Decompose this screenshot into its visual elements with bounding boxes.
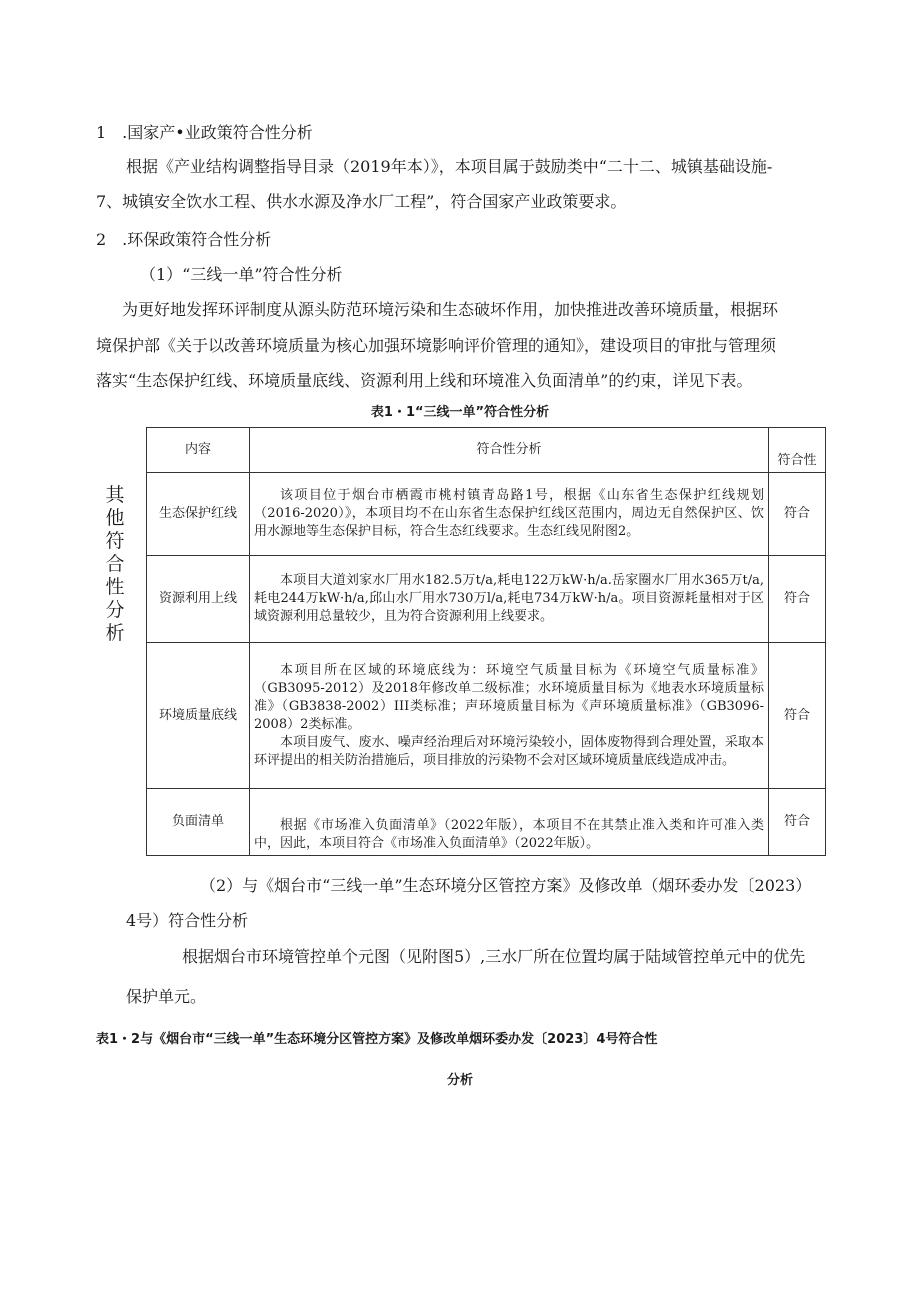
side-label: 其他符合性分析 bbox=[105, 484, 125, 644]
table-2-caption-line-1: 表1・2与《烟台市“三线一单”生态环境分区管控方案》及修改单烟环委办发〔2023〕4号符合性 bbox=[96, 1032, 658, 1047]
row-result: 符合 bbox=[769, 473, 826, 556]
row-item: 环境质量底线 bbox=[147, 643, 250, 789]
analysis-paragraph: 本项目废气、废水、噪声经治理后对环境污染较小，固体废物得到合理处置，采取本环评提出的相关防治措施后，项目排放的污染物不会对区域环境质量底线造成冲击。 bbox=[254, 734, 764, 768]
row-item: 生态保护红线 bbox=[147, 473, 250, 556]
paragraph-2-line-2: 保护单元。 bbox=[126, 987, 207, 1006]
subsection-2-line-2: 4号）符合性分析 bbox=[126, 911, 249, 930]
row-item: 资源利用上线 bbox=[147, 556, 250, 643]
intro-text-line-3: 落实“生态保护红线、环境质量底线、资源利用上线和环境准入负面清单”的约束，详见下表。 bbox=[96, 371, 753, 390]
section-2-heading: 2 .环保政策符合性分析 bbox=[96, 230, 272, 249]
table-2-caption-line-2: 分析 bbox=[446, 1073, 473, 1088]
table-1-caption: 表1・1“三线一单”符合性分析 bbox=[370, 405, 550, 420]
header-analysis: 符合性分析 bbox=[250, 428, 769, 473]
table-row bbox=[147, 643, 826, 789]
row-analysis bbox=[250, 643, 769, 789]
table-row bbox=[147, 556, 826, 643]
subsection-2-line-1: （2）与《烟台市“三线一单”生态环境分区管控方案》及修改单（烟环委办发〔2023） bbox=[200, 876, 812, 895]
paragraph-2-line-1: 根据烟台市环境管控单个元图（见附图5）,三水厂所在位置均属于陆域管控单元中的优先 bbox=[182, 947, 806, 966]
analysis-paragraph: 本项目所在区域的环境底线为：环境空气质量目标为《环境空气质量标准》（GB3095-2012）及2018年修改单二级标准；水环境质量目标为《地表水环境质量标准》（GB3838-2002）III类标准；声环境质量目标为《声环境质量标准》（GB3096-2008）2类标准。 bbox=[254, 662, 764, 732]
row-result: 符合 bbox=[769, 789, 826, 856]
intro-text-line-2: 境保护部《关于以改善环境质量为核心加强环境影响评价管理的通知》，建设项目的审批与管理须 bbox=[96, 336, 777, 355]
table-header-row bbox=[147, 428, 826, 473]
row-result: 符合 bbox=[769, 556, 826, 643]
subsection-1-heading: （1）“三线一单”符合性分析 bbox=[140, 265, 343, 284]
table-row bbox=[147, 789, 826, 856]
section-1-heading: 1 .国家产•业政策符合性分析 bbox=[96, 123, 313, 142]
analysis-paragraph: 根据《市场准入负面清单》（2022年版），本项目不在其禁止准入类和许可准入类中，因此，本项目符合《市场准入负面清单》（2022年版）。 bbox=[254, 818, 764, 851]
row-analysis bbox=[250, 473, 769, 556]
row-analysis bbox=[250, 789, 769, 856]
section-1-text-line-2: 7、城镇安全饮水工程、供水水源及净水厂工程”，符合国家产业政策要求。 bbox=[96, 192, 627, 211]
section-1-text-line-1: 根据《产业结构调整指导目录（2019年本）》，本项目属于鼓励类中“二十二、城镇基础设施- bbox=[126, 157, 773, 176]
header-content: 内容 bbox=[147, 428, 250, 473]
header-compliance: 符合性 bbox=[769, 428, 826, 473]
table-row bbox=[147, 473, 826, 556]
compliance-table bbox=[146, 427, 826, 856]
intro-text-line-1: 为更好地发挥环评制度从源头防范环境污染和生态破坏作用，加快推进改善环境质量，根据环 bbox=[122, 300, 779, 319]
row-result: 符合 bbox=[769, 643, 826, 789]
analysis-paragraph: 该项目位于烟台市栖霞市桃村镇青岛路1号，根据《山东省生态保护红线规划（2016-2020）》，本项目均不在山东省生态保护红线区范围内，周边无自然保护区、饮用水源地等生态保护目标，符合生态红线要求。生态红线见附图2。 bbox=[254, 488, 764, 539]
row-item: 负面清单 bbox=[147, 789, 250, 856]
analysis-paragraph: 本项目大道刘家水厂用水182.5万t/a,耗电122万kW·h/a.岳家圈水厂用水365万t/a,耗电244万kW·h/a,邱山水厂用水730万l/a,耗电734万kW·h/a。项目资源耗量相对于区域资源利用总量较少，且为符合资源利用上线要求。 bbox=[254, 573, 764, 624]
row-analysis bbox=[250, 556, 769, 643]
